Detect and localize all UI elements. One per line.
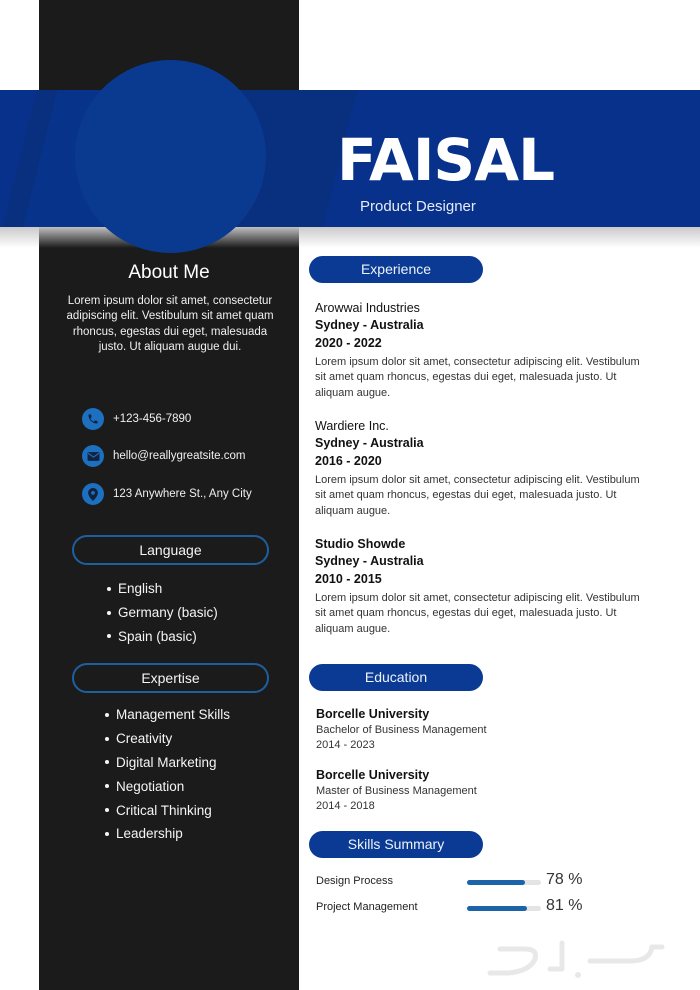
haraj-watermark-logo [480, 935, 670, 980]
list-item: Leadership [105, 822, 230, 846]
list-item: Critical Thinking [105, 798, 230, 822]
job-years: 2010 - 2015 [315, 571, 382, 586]
contact-phone-text: +123-456-7890 [113, 413, 192, 425]
school-name: Borcelle University [316, 707, 430, 721]
company-name: Studio Showde [315, 537, 406, 551]
about-me-text: Lorem ipsum dolor sit amet, consectetur adipiscing elit. Vestibulum sit amet quam rhoncus, egestas dui eget, malesuada justo. Ut aliquam augue dui. [66, 295, 274, 353]
list-item: Digital Marketing [105, 751, 230, 775]
contact-address-text: 123 Anywhere St., Any City [113, 488, 252, 500]
job-description: Lorem ipsum dolor sit amet, consectetur adipiscing elit. Vestibulum sit amet quam rhoncus, egestas dui eget, malesuada justo. Ut aliquam augue. [315, 473, 640, 517]
degree-name: Master of Business Management [316, 785, 477, 797]
list-item: Spain (basic) [107, 625, 218, 649]
expertise-heading: Expertise [72, 663, 269, 693]
education-entry [316, 767, 616, 814]
school-name: Borcelle University [316, 768, 430, 782]
job-location: Sydney - Australia [315, 318, 424, 333]
skill-progress-fill [467, 906, 527, 911]
list-item: Creativity [105, 727, 230, 751]
skills-summary-heading: Skills Summary [309, 831, 483, 858]
education-entry [316, 706, 616, 753]
experience-heading: Experience [309, 256, 483, 283]
email-icon [82, 445, 104, 467]
contact-email[interactable] [82, 445, 245, 467]
job-location: Sydney - Australia [315, 436, 424, 451]
phone-icon [82, 408, 104, 430]
experience-entry [315, 418, 645, 519]
job-description: Lorem ipsum dolor sit amet, consectetur adipiscing elit. Vestibulum sit amet quam rhoncus, egestas dui eget, malesuada justo. Ut aliquam augue. [315, 591, 640, 635]
job-location: Sydney - Australia [315, 554, 424, 569]
degree-years: 2014 - 2023 [316, 739, 375, 751]
skill-progress-bar [467, 880, 541, 885]
person-name: FAISAL [337, 126, 555, 194]
avatar-photo-placeholder [75, 60, 266, 253]
experience-entry [315, 536, 645, 637]
expertise-list [105, 703, 230, 846]
contact-address[interactable] [82, 483, 252, 505]
list-item: Management Skills [105, 703, 230, 727]
degree-name: Bachelor of Business Management [316, 724, 487, 736]
list-item: English [107, 577, 218, 601]
skill-name: Design Process [316, 875, 394, 887]
list-item: Germany (basic) [107, 601, 218, 625]
skill-progress-fill [467, 880, 525, 885]
job-description: Lorem ipsum dolor sit amet, consectetur adipiscing elit. Vestibulum sit amet quam rhoncus, egestas dui eget, malesuada justo. Ut aliquam augue. [315, 355, 640, 399]
list-item: Negotiation [105, 774, 230, 798]
skill-name: Project Management [316, 901, 418, 913]
company-name: Wardiere Inc. [315, 419, 389, 433]
about-me-heading: About Me [128, 262, 210, 283]
degree-years: 2014 - 2018 [316, 800, 375, 812]
skill-row [316, 898, 616, 918]
banner-shadow [0, 226, 700, 248]
job-years: 2020 - 2022 [315, 335, 382, 350]
skill-percent: 78 % [546, 871, 583, 888]
contact-email-text: hello@reallygreatsite.com [113, 450, 246, 462]
skill-percent: 81 % [546, 897, 583, 914]
job-title: Product Designer [360, 198, 476, 215]
language-heading: Language [72, 535, 269, 565]
language-list [107, 577, 218, 648]
contact-phone[interactable] [82, 408, 191, 430]
company-name: Arowwai Industries [315, 301, 420, 315]
skill-row [316, 872, 616, 892]
experience-entry [315, 300, 645, 401]
location-pin-icon [82, 483, 104, 505]
education-heading: Education [309, 664, 483, 691]
job-years: 2016 - 2020 [315, 453, 382, 468]
skill-progress-bar [467, 906, 541, 911]
